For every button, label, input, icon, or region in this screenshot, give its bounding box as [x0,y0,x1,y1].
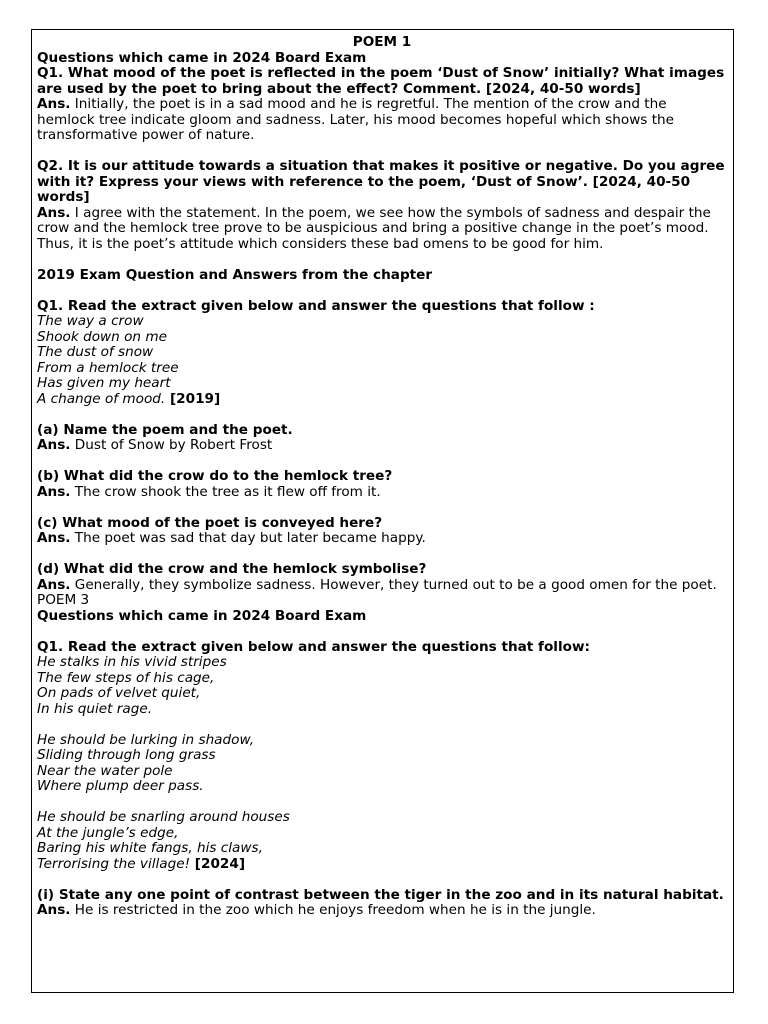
answer-label: Ans. [37,437,71,453]
stanza-line: He should be snarling around houses [37,809,290,825]
answer-text: Initially, the poet is in a sad mood and he is regretful. The mention of the crow and the hemlock tree indicate gloom and sadness. Later, his mood becomes hopeful which shows the transformative power of nature. [37,96,675,143]
exam-2019-heading: 2019 Exam Question and Answers from the chapter [37,266,433,283]
stanza-line: On pads of velvet quiet, [37,685,201,701]
document-page [31,29,734,993]
stanza-line: Where plump deer pass. [37,778,204,794]
stanza-last-line [37,857,727,873]
answer-text: Dust of Snow by Robert Frost [70,437,273,453]
poem3-section-heading: Questions which came in 2024 Board Exam [37,607,367,624]
stanza-line: At the jungle’s edge, [37,824,179,841]
extract-line: The dust of snow [37,344,154,360]
poem3-title: POEM 3 [37,592,90,608]
exam-year-tag: [2019] [165,390,221,407]
answer-text: Generally, they symbolize sadness. However, they turned out to be a good omen for the poet. [70,576,717,593]
poem1-extract-question: Q1. Read the extract given below and answer the questions that follow : [37,297,595,314]
extract-line: Shook down on me [37,328,167,345]
answer-text: He is restricted in the zoo which he enjoys freedom when he is in the jungle. [70,902,596,918]
answer-label: Ans. [37,204,71,221]
answer-label: Ans. [37,530,71,546]
document-content [37,35,727,919]
stanza-line: In his quiet rage. [37,700,153,717]
answer-label: Ans. [37,576,71,593]
subquestion-a: (a) Name the poem and the poet. [37,421,293,438]
poem1-section-heading: Questions which came in 2024 Board Exam [37,49,367,66]
exam-year-tag: [2024] [190,855,246,872]
subquestion-d: (d) What did the crow and the hemlock symbolise? [37,561,427,577]
answer-label: Ans. [37,483,71,500]
stanza-line: The few steps of his cage, [37,669,215,686]
stanza-line: He stalks in his vivid stripes [37,654,227,670]
answer-label: Ans. [37,96,71,112]
stanza-line: Near the water pole [37,762,173,779]
stanza-line: Sliding through long grass [37,747,216,763]
poem1-title: POEM 1 [352,34,412,50]
extract-line: From a hemlock tree [37,359,179,376]
subanswer-d [37,578,727,594]
extract-last-line [37,392,727,408]
answer-text: I agree with the statement. In the poem, we see how the symbols of sadness and despair the crow and the hemlock tree prove to be auspicious and bring a positive change in the poet’s mood. Thus, it is the poet’s attitude which considers these bad omens to be good for him. [37,204,711,252]
stanza-line-text: Terrorising the village! [37,855,191,872]
subanswer-c [37,531,727,547]
subanswer-a [37,438,727,454]
poem1-q2-answer [37,206,727,253]
answer-label: Ans. [37,902,71,918]
poem1-q2-question: Q2. It is our attitude towards a situation that makes it positive or negative. Do you agree with it? Express your views with reference to the poem, ‘Dust of Snow’. [2024, 40-50 words] [37,158,725,205]
subquestion-i: (i) State any one point of contrast between the tiger in the zoo and in its natural habitat. [37,886,724,903]
poem3-extract-question: Q1. Read the extract given below and answer the questions that follow: [37,638,590,655]
subanswer-i [37,903,727,919]
subquestion-c: (c) What mood of the poet is conveyed here? [37,514,383,531]
poem1-q1-answer [37,97,727,144]
extract-line: Has given my heart [37,375,171,391]
stanza-line: Baring his white fangs, his claws, [37,840,263,856]
poem1-q1-question: Q1. What mood of the poet is reflected in the poem ‘Dust of Snow’ initially? What images are used by the poet to bring about the effect? Comment. [2024, 40-50 words] [37,65,725,97]
subanswer-b [37,485,727,501]
extract-line: The way a crow [37,313,144,329]
stanza-line: He should be lurking in shadow, [37,731,255,748]
subquestion-b: (b) What did the crow do to the hemlock tree? [37,468,393,484]
answer-text: The crow shook the tree as it flew off from it. [70,483,381,500]
extract-line-text: A change of mood. [37,390,166,407]
answer-text: The poet was sad that day but later became happy. [70,530,426,546]
